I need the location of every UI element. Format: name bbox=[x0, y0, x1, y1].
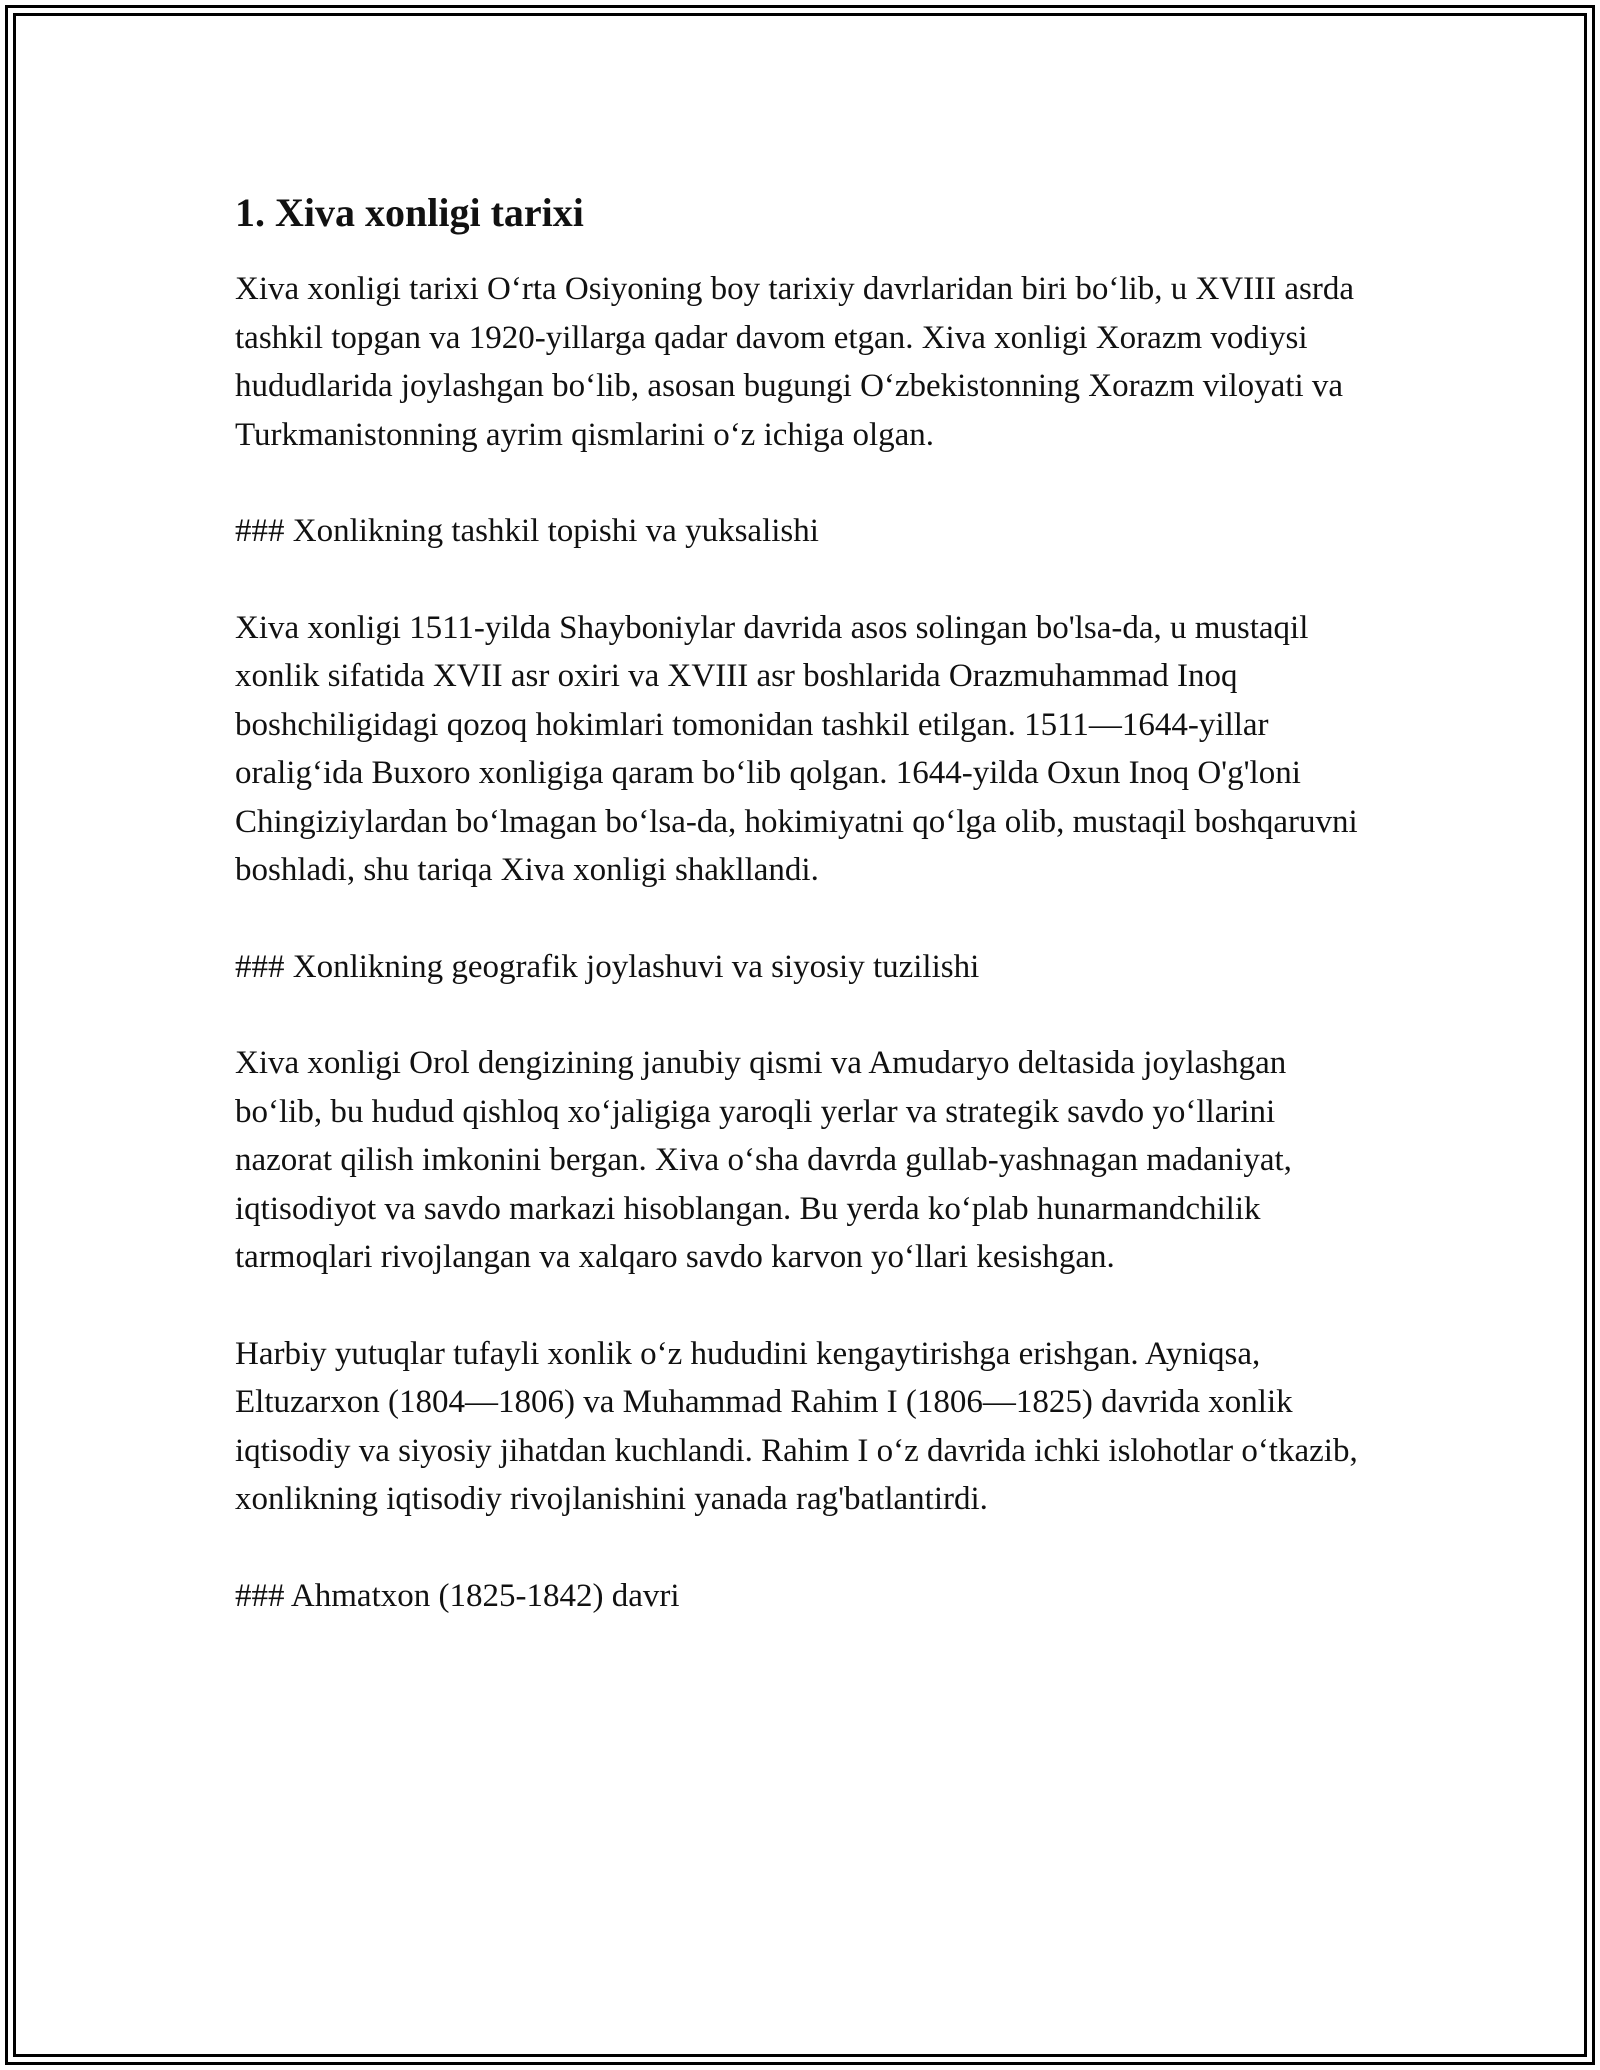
section-heading-founding: ### Xonlikning tashkil topishi va yuksalishi bbox=[235, 513, 819, 549]
section-heading-ahmatxon: ### Ahmatxon (1825-1842) davri bbox=[235, 1577, 680, 1614]
paragraph-intro: Xiva xonligi tarixi O‘rta Osiyoning boy tarixiy davrlaridan biri bo‘lib, u XVIII asrda tashkil topgan va 1920-yillarga qadar davom etgan. Xiva xonligi Xorazm vodiysi hududlarida joylashgan bo‘lib, asosan bugungi O‘zbekistonning Xorazm viloyati va Turkmanistonning ayrim qismlarini o‘z ichiga olgan. bbox=[235, 271, 1354, 453]
paragraph-military: Harbiy yutuqlar tufayli xonlik o‘z hududini kengaytirishga erishgan. Ayniqsa, Eltuzarxon (1804—1806) va Muhammad Rahim I (1806—1825) davrida xonlik iqtisodiy va siyosiy jihatdan kuchlandi. Rahim I o‘z davrida ichki islohotlar o‘tkazib, xonlikning iqtisodiy rivojlanishini yanada rag'batlantirdi. bbox=[235, 1335, 1358, 1517]
paragraph-geography: Xiva xonligi Orol dengizining janubiy qismi va Amudaryo deltasida joylashgan bo‘lib, bu hudud qishloq xo‘jaligiga yaroqli yerlar va strategik savdo yo‘llarini nazorat qilish imkonini bergan. Xiva o‘sha davrda gullab-yashnagan madaniyat, iqtisodiyot va savdo markazi hisoblangan. Bu yerda ko‘plab hunarmandchilik tarmoqlari rivojlangan va xalqaro savdo karvon yo‘llari kesishgan. bbox=[235, 1045, 1292, 1275]
section-heading-geography: ### Xonlikning geografik joylashuvi va siyosiy tuzilishi bbox=[235, 948, 980, 985]
document-title: 1. Xiva xonligi tarixi bbox=[235, 190, 584, 235]
document-body bbox=[235, 185, 1375, 1668]
paragraph-founding: Xiva xonligi 1511-yilda Shayboniylar davrida asos solingan bo'lsa-da, u mustaqil xonlik sifatida XVII asr oxiri va XVIII asr boshlarida Orazmuhammad Inoq boshchiligidagi qozoq hokimlari tomonidan tashkil etilgan. 1511—1644-yillar oralig‘ida Buxoro xonligiga qaram bo‘lib qolgan. 1644-yilda Oxun Inoq O'g'loni Chingiziylardan bo‘lmagan bo‘lsa-da, hokimiyatni qo‘lga olib, mustaqil boshqaruvni boshladi, shu tariqa Xiva xonligi shakllandi. bbox=[235, 609, 1358, 888]
